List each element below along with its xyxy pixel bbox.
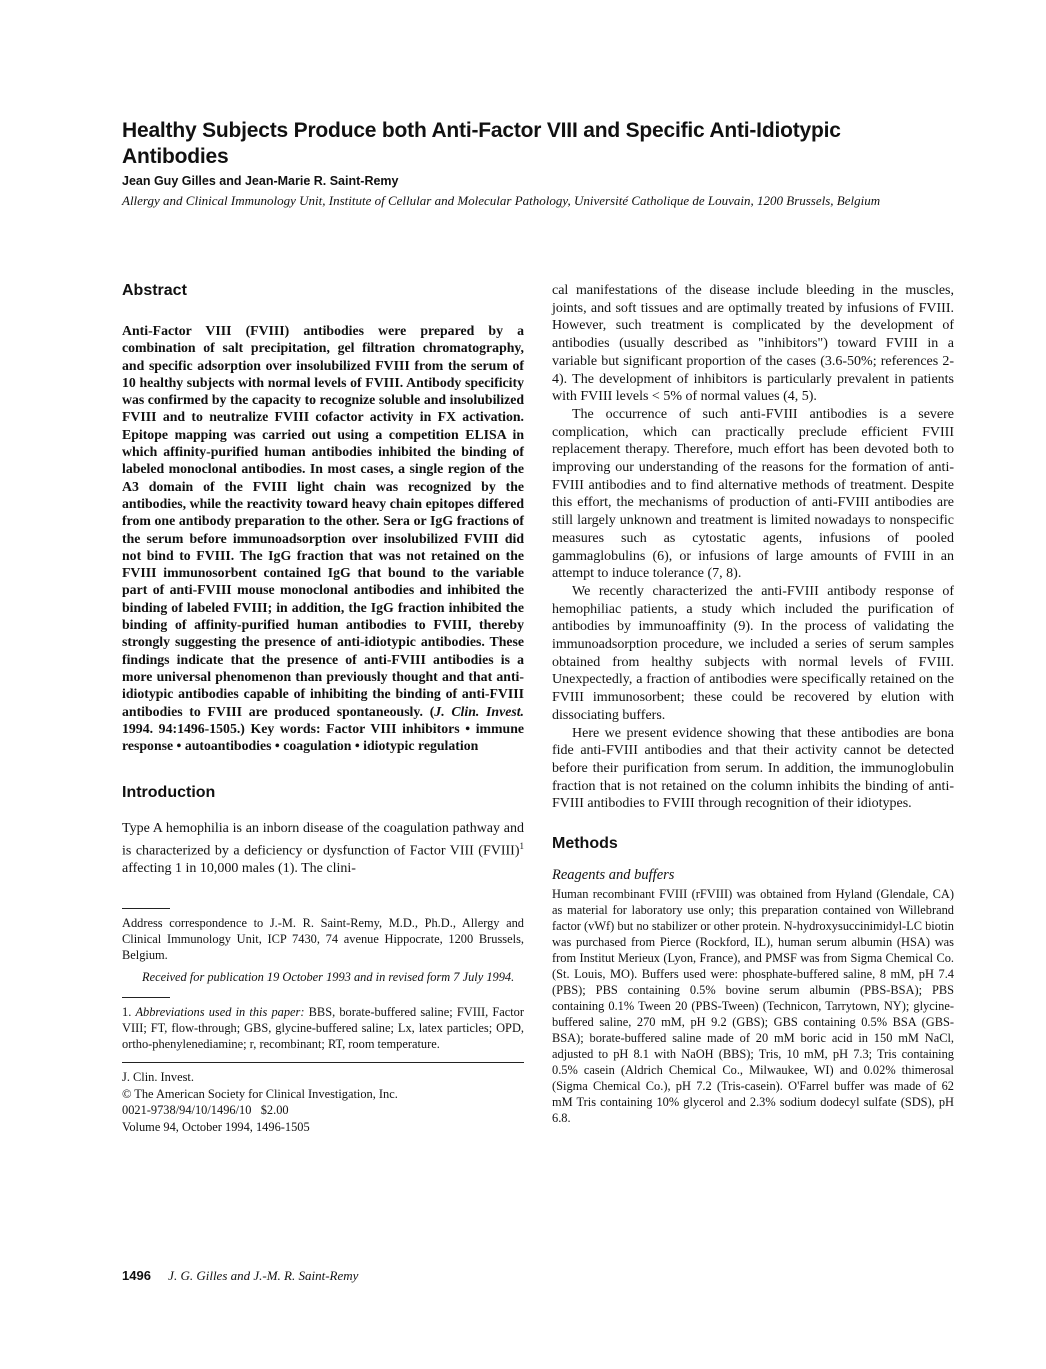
abstract-text bbox=[122, 322, 524, 754]
received-text: Received for publication 19 October 1993 and in revised form 7 July 1994. bbox=[142, 970, 515, 985]
footnote-divider-2 bbox=[122, 997, 170, 998]
correspondence-note: Address correspondence to J.-M. R. Saint-Remy, M.D., Ph.D., Allergy and Clinical Immunology Unit, ICP 7430, 74 avenue Hippocrate, 1200 Brussels, Belgium. bbox=[122, 916, 524, 963]
page-number: 1496 bbox=[122, 1268, 151, 1283]
intro-paragraph-1-continued: cal manifestations of the disease include bleeding in the muscles, joints, and soft tissues and are optimally treated by infusions of FVIII. However, such treatment is complicated by the development of antibodies (usually described as "inhibitors") toward FVIII in a variable but significant proportion of the cases (3.6-50%; references 2-4). The development of inhibitors is particularly prevalent in patients with FVIII levels < 5% of normal values (4, 5). bbox=[552, 283, 954, 405]
running-head: J. G. Gilles and J.-M. R. Saint-Remy bbox=[168, 1268, 359, 1283]
received-note bbox=[122, 969, 524, 985]
intro-paragraph-3: We recently characterized the anti-FVIII antibody response of hemophiliac patients, a study which included the purification of antibodies by immunoaffinity (9). In the process of validating the immunoadsorption procedure, we included a series of serum samples obtained from healthy subjects with normal levels of FVIII. Unexpectedly, a fraction of antibodies were specifically retained on the FVIII immunosorbent; these could be recovered by elution with dissociating buffers. bbox=[552, 583, 954, 723]
author-affiliation: Allergy and Clinical Immunology Unit, Institute of Cellular and Molecular Pathology, Université Catholique de Louvain, 1200 Brussels, Belgium bbox=[122, 193, 881, 208]
intro-paragraph-2: The occurrence of such anti-FVIII antibodies is a severe complication, which can practically preclude efficient FVIII replacement therapy. Therefore, much effort has been devoted both to improving our understanding of the reasons for the formation of anti-FVIII antibodies and to find alternative methods of treatment. Despite this effort, the mechanisms of production of anti-FVIII antibodies are still largely unknown and treatment is limited nowadays to nonspecific measures such as cytostatic agents, infusions of pooled gammaglobulins (6), or infusions of large amounts of FVIII in an attempt to induce tolerance (7, 8). bbox=[552, 406, 954, 582]
publication-copyright: © The American Society for Clinical Investigation, Inc. bbox=[122, 1086, 398, 1101]
right-column bbox=[552, 282, 954, 1126]
reagents-subheading: Reagents and buffers bbox=[552, 867, 675, 884]
abbreviations-note bbox=[122, 1004, 524, 1052]
publication-volume: Volume 94, October 1994, 1496-1505 bbox=[122, 1119, 310, 1134]
abstract-citation-journal: J. Clin. Invest. bbox=[434, 703, 524, 719]
publication-divider bbox=[122, 1062, 524, 1063]
abbrev-number: 1. bbox=[122, 1005, 136, 1020]
footnote-divider bbox=[122, 908, 170, 909]
intro-p1-start: Type A hemophilia is an inborn disease of the coagulation pathway and is characterized by a deficiency or dysfunction of Factor VIII (FVIII) bbox=[122, 821, 524, 859]
abstract-keywords: 1994. 94:1496-1505.) Key words: Factor VIII inhibitors • immune response • autoantibodies • coagulation • idiotypic regulation bbox=[122, 720, 524, 754]
page-footer bbox=[122, 1268, 358, 1284]
abstract-body: Anti-Factor VIII (FVIII) antibodies were prepared by a combination of salt precipitation, gel filtration chromatography, and specific adsorption over insolubilized FVIII from the serum of 10 healthy subjects with normal levels of FVIII. Antibody specificity was confirmed by the capacity to recognize soluble and insolubilized FVIII and to neutralize FVIII cofactor activity in FX activation. Epitope mapping was carried out using a competition ELISA in which affinity-purified human antibodies inhibited the binding of labeled monoclonal antibodies. In most cases, a single region of the A3 domain of the FVIII light chain was recognized by the antibodies, while the reactivity toward heavy chain epitopes differed from one antibody preparation to the other. Sera or IgG fractions of the serum before immunoadsorption over insolubilized FVIII did not bind to FVIII. The IgG fraction that was not retained on the FVIII immunosorbent contained IgG that bound to the variable part of anti-FVIII mouse monoclonal antibodies and inhibited the binding of labeled FVIII; in addition, the IgG fraction inhibited the binding of affinity-purified human antibodies to FVIII, thereby strongly suggesting the presence of anti-idiotypic antibodies. These findings indicate that the presence of anti-FVIII antibodies is a more universal phenomenon than previously thought and that anti-idiotypic antibodies capable of inhibiting the binding of anti-FVIII antibodies to FVIII are produced spontaneously. ( bbox=[122, 323, 524, 719]
introduction-heading: Introduction bbox=[122, 784, 216, 802]
reagents-text: Human recombinant FVIII (rFVIII) was obtained from Hyland (Glendale, CA) as material for laboratory use only; this preparation contained von Willebrand factor (vWf) but no stabilizer or other protein. N-hydroxysuccinimidyl-LC biotin was purchased from Pierce (Rockford, IL), human serum albumin (HSA) was from Institut Merieux (Lyon, France), and PMSF was from Sigma Chemical Co. (St. Louis, MO). Buffers used were: phosphate-buffered saline, 8 mM, pH 7.4 (PBS); PBS containing 0.5% bovine serum albumin (PBS-BSA); PBS containing 0.1% Tween 20 (PBS-Tween) (Technicon, Tarrytown, NY); glycine-buffered saline, 270 mM, pH 9.2 (GBS); GBS containing 0.5% BSA (GBS-BSA); borate-buffered saline made of 20 mM boric acid in 150 mM NaCl, adjusted to pH 8.1 with NaOH (BBS); Tris, 10 mM, pH 7.3; Tris containing 0.5% casein (Aldrich Chemical Co., Milwaukee, WI) and 0.02% thimerosal (Sigma Chemical Co.), pH 7.2 (Tris-casein). O'Farrel buffer was made of 62 mM Tris containing 10% glycerol and 2.3% sodium dodecyl sulfate (SDS), pH 6.8. bbox=[552, 887, 954, 1126]
methods-heading: Methods bbox=[552, 835, 618, 853]
abstract-heading: Abstract bbox=[122, 282, 187, 299]
intro-p1-end: affecting 1 in 10,000 males (1). The clini- bbox=[122, 861, 356, 877]
author-list: Jean Guy Gilles and Jean-Marie R. Saint-Remy bbox=[122, 174, 399, 188]
abbrev-label: Abbreviations used in this paper: bbox=[135, 1005, 305, 1020]
intro-paragraph-1 bbox=[122, 820, 524, 878]
intro-paragraph-4: Here we present evidence showing that these antibodies are bona fide anti-FVIII antibodies and that their activity cannot be detected before their purification from serum. In addition, the immunoglobulin fraction that is not retained on the column inhibits the binding of anti-FVIII antibodies to FVIII through recognition of their idiotypes. bbox=[552, 725, 954, 812]
left-column bbox=[122, 282, 524, 1135]
publication-info bbox=[122, 1069, 524, 1135]
footnote-marker: 1 bbox=[519, 841, 524, 852]
publication-code: 0021-9738/94/10/1496/10 $2.00 bbox=[122, 1103, 289, 1118]
article-title: Healthy Subjects Produce both Anti-Factor VIII and Specific Anti-Idiotypic Antibodies bbox=[122, 119, 841, 168]
publication-journal: J. Clin. Invest. bbox=[122, 1070, 194, 1085]
abbrev-text: BBS, borate-buffered saline; FVIII, Factor VIII; FT, flow-through; GBS, glycine-buffered saline; Lx, latex particles; OPD, ortho-phenylenediamine; r, recombinant; RT, room temperature. bbox=[122, 1005, 525, 1052]
